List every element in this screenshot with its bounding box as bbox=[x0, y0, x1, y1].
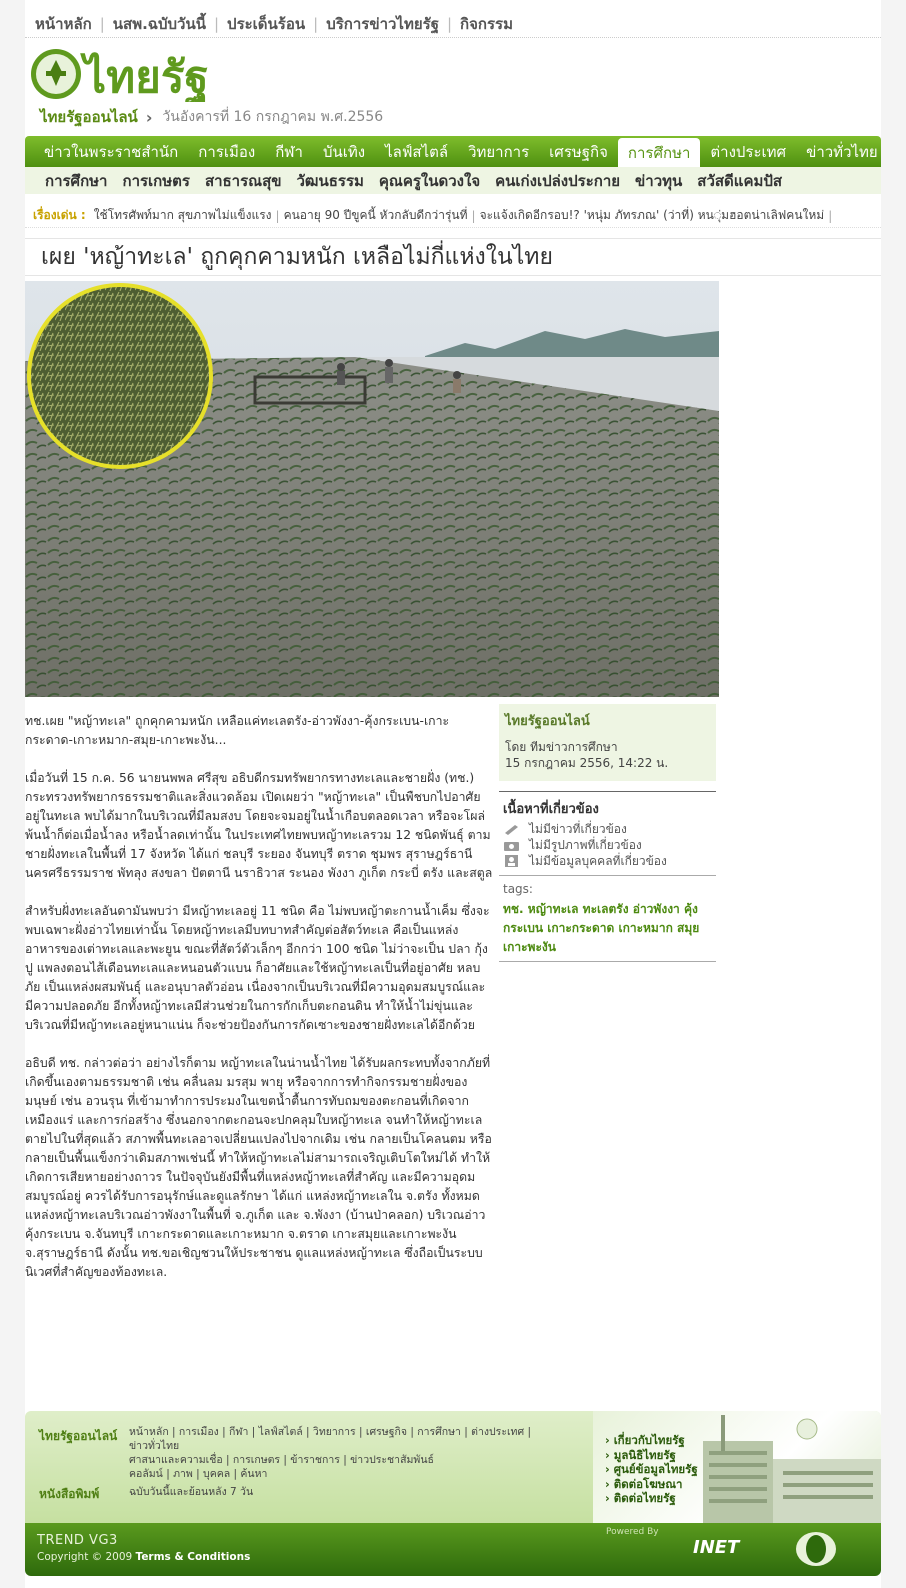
footer-menu-foundation[interactable]: › มูลนิธิไทยรัฐ bbox=[605, 1447, 676, 1462]
current-date: วันอังคารที่ 16 กรกฎาคม พ.ศ.2556 bbox=[162, 109, 384, 125]
article-paragraph: เมื่อวันที่ 15 ก.ค. 56 นายนพพล ศรีสุข อธิบดีกรมทรัพยากรทางทะเลและชายฝั่ง (ทช.) กระทรวงทรัพยากรธรรมชาติและสิ่งแวดล้อม เปิดเผยว่า "หญ้าทะเล" เป็นพืชบกไปอาศัยอยู่ในทะเล พบได้มากในบริเวณที่มีลมสงบ โดยจะจมอยู่ในน้ำเกือบตลอดเวลา หรือจะโผล่พ้นน้ำก็ต่อเมื่อน้ำลง หรือน้ำลดเท่านั้น ในประเทศไทยพบหญ้าทะเลรวม 12 ชนิดพันธุ์ ตามชายฝั่งทะเลในพื้นที่ 17 จังหวัด ได้แก่ ชลบุรี ระยอง จันทบุรี ตราด ชุมพร สุราษฎร์ธานี นครศรีธรรมราช พัทลุง สงขลา ปัตตานี นราธิวาส ระนอง พังงา ภูเก็ต กระบี่ ตรัง และสตูล bbox=[25, 771, 493, 880]
article-lead: ทช.เผย "หญ้าทะเล" ถูกคุกคามหนัก เหลือแค่ทะเลตรัง-อ่าวพังงา-คุ้งกระเบน-เกาะกระดาด-เกาะหมาก-สมุย-เกาะพะงัน... bbox=[25, 714, 450, 747]
footer-links-row[interactable]: ศาสนาและความเชื่อ | การเกษตร | ข้าราชการ | ข่าวประชาสัมพันธ์ bbox=[129, 1454, 434, 1466]
tags-section bbox=[499, 876, 716, 962]
article-paragraph: อธิบดี ทช. กล่าวต่อว่า อย่างไรก็ตาม หญ้าทะเลในน่านน้ำไทย ได้รับผลกระทบทั้งจากภัยที่เกิดขึ้นเองตามธรรมชาติ เช่น คลื่นลม มรสุม พายุ หรือจากการทำกิจกรรมชายฝั่งของมนุษย์ เช่น อวนรุน ที่เข้ามาทำการประมงในเขตน้ำตื้นการทับถมของตะกอนที่เกิดจากเหมืองแร่ และการก่อสร้าง ซึ่งนอกจากตะกอนจะปกคลุมใบหญ้าทะเล จนทำให้หญ้าทะเลตายไปในที่สุดแล้ว สภาพพื้นทะเลอาจเปลี่ยนแปลงไปจากเดิม เช่น กลายเป็นโคลนตม หรือกลายเป็นพื้นแข็งกว่าเดิมสภาพเช่นนี้ ทำให้หญ้าทะเลไม่สามารถเจริญเติบโตใหม่ได้ ทำให้เกิดการเสียหายอย่างถาวร ในปัจจุบันยังมีพื้นที่แหล่งหญ้าทะเลที่สำคัญ และมีความอุดมสมบูรณ์อยู่ ควรได้รับการอนุรักษ์และดูแลรักษา ได้แก่ แหล่งหญ้าทะเลใน จ.ตรัง ทั้งหมด แหล่งหญ้าทะเลบริเวณอ่าวพังงาในพื้นที่ จ.ภูเก็ต และ จ.พังงา (บ้านป่าคลอก) บริเวณอ่าวคุ้งกระเบน จ.จันทบุรี เกาะกระดาดและเกาะหมาก จ.ตราด เกาะสมุยและเกาะพะงัน จ.สุราษฎร์ธานี ดังนั้น ทช.ขอเชิญชวนให้ประชาชน ดูแลแหล่งหญ้าทะเล ซึ่งถือเป็นระบบนิเวศที่สำคัญของท้องทะเล. bbox=[25, 1056, 492, 1279]
article-body bbox=[25, 712, 493, 1301]
copyright-text: Copyright © 2009 bbox=[37, 1551, 133, 1563]
footer-menu-advertise[interactable]: › ติดต่อโฆษณา bbox=[605, 1476, 683, 1491]
sub-nav bbox=[25, 167, 881, 194]
article-title: เผย 'หญ้าทะเล' ถูกคุกคามหนัก เหลือไม่กี่แห่งในไทย bbox=[25, 238, 881, 276]
toplink-today-paper[interactable]: นสพ.ฉบับวันนี้ bbox=[112, 14, 206, 33]
toplink-news-services[interactable]: บริการข่าวไทยรัฐ bbox=[326, 14, 439, 33]
byline-box bbox=[499, 704, 716, 781]
related-people-label: ไม่มีข้อมูลบุคคลที่เกี่ยวข้อง bbox=[529, 853, 667, 868]
site-footer bbox=[25, 1411, 881, 1576]
publish-datetime: 15 กรกฎาคม 2556, 14:22 น. bbox=[505, 756, 669, 770]
main-nav bbox=[25, 136, 881, 167]
tag-links[interactable]: ทช. หญ้าทะเล ทะเลตรัง อ่าวพังงา คุ้งกระเบน เกาะกระดาด เกาะหมาก สมุย เกาะพะงัน bbox=[503, 902, 700, 954]
footer-brand: TREND VG3 bbox=[37, 1533, 118, 1548]
nav-lifestyle[interactable]: ไลฟ์สไตล์ bbox=[385, 142, 449, 161]
nav-international[interactable]: ต่างประเทศ bbox=[710, 142, 787, 161]
subnav-public-health[interactable]: สาธารณสุข bbox=[204, 171, 282, 190]
ticker-label: เรื่องเด่น : bbox=[33, 208, 86, 222]
svg-text:ไทยรัฐ: ไทยรัฐ bbox=[84, 52, 209, 102]
footer-about-menu bbox=[605, 1433, 698, 1506]
subnav-education[interactable]: การศึกษา bbox=[45, 171, 108, 190]
emblem-icon bbox=[791, 1529, 841, 1569]
footer-about-panel bbox=[593, 1411, 881, 1523]
headline-ticker bbox=[25, 204, 881, 228]
footer-bar bbox=[25, 1523, 881, 1576]
related-news-label: ไม่มีข่าวที่เกี่ยวข้อง bbox=[529, 821, 627, 836]
subnav-talented-people[interactable]: คนเก่งเปล่งประกาย bbox=[495, 171, 621, 190]
footer-label-newspaper: หนังสือพิมพ์ bbox=[39, 1487, 100, 1501]
related-title: เนื้อหาที่เกี่ยวข้อง bbox=[503, 802, 599, 817]
subnav-campus[interactable]: สวัสดีแคมปัส bbox=[697, 171, 783, 190]
person-icon bbox=[503, 855, 521, 867]
pencil-icon bbox=[503, 823, 521, 835]
nav-science[interactable]: วิทยาการ bbox=[468, 142, 530, 161]
subnav-culture[interactable]: วัฒนธรรม bbox=[296, 171, 364, 190]
chevron-right-icon: › bbox=[145, 107, 153, 127]
footer-menu-info-center[interactable]: › ศูนย์ข้อมูลไทยรัฐ bbox=[605, 1462, 698, 1476]
site-logo[interactable] bbox=[28, 46, 218, 102]
divider: | bbox=[828, 208, 833, 223]
divider: | bbox=[313, 14, 319, 33]
nav-regional[interactable]: ข่าวทั่วไทย bbox=[806, 142, 878, 161]
footer-menu-contact[interactable]: › ติดต่อไทยรัฐ bbox=[605, 1491, 676, 1505]
footer-links-row[interactable]: คอลัมน์ | ภาพ | บุคคล | ค้นหา bbox=[129, 1468, 268, 1480]
divider: | bbox=[275, 208, 280, 223]
top-links bbox=[25, 10, 881, 38]
source-name: ไทยรัฐออนไลน์ bbox=[505, 714, 590, 729]
nav-education[interactable]: การศึกษา bbox=[618, 138, 700, 167]
terms-link[interactable]: Terms & Conditions bbox=[135, 1551, 251, 1563]
breadcrumb bbox=[40, 106, 383, 128]
inet-logo[interactable]: INET bbox=[693, 1537, 740, 1558]
divider: | bbox=[446, 14, 453, 33]
powered-by-label: Powered By bbox=[606, 1527, 659, 1537]
footer-newspaper-link[interactable]: ฉบับวันนี้และย้อนหลัง 7 วัน bbox=[129, 1486, 254, 1498]
ticker-item[interactable]: จะแจ้งเกิดอีกรอบ!? 'หนุ่ม ภัทรภณ' (ว่าที่) หน◌ุ่มฮอตน่าเลิฟคนใหม่ bbox=[479, 208, 825, 222]
nav-politics[interactable]: การเมือง bbox=[198, 142, 256, 161]
toplink-activities[interactable]: กิจกรรม bbox=[460, 14, 514, 33]
footer-links-row[interactable]: หน้าหลัก | การเมือง | กีฬา | ไลฟ์สไตล์ | วิทยาการ | เศรษฐกิจ | การศึกษา | ต่างประเทศ | ข่าวทั่วไทย bbox=[129, 1426, 532, 1452]
nav-economy[interactable]: เศรษฐกิจ bbox=[549, 142, 608, 161]
article-paragraph: สำหรับฝั่งทะเลอันดามันพบว่า มีหญ้าทะเลอยู่ 11 ชนิด คือ ไม่พบหญ้าตะกานน้ำเค็ม ซึ่งจะพบเฉพาะฝั่งอ่าวไทยเท่านั้น โดยหญ้าทะเลมีบทบาทสำคัญต่อสัตว์ทะเล คือเป็นแหล่งอาหารของเต่าทะเลและพะยูน ขณะที่สัตว์ตัวเล็กๆ อีกกว่า 100 ชนิด ไม่ว่าจะเป็น ปลา กุ้ง ปู แพลงตอนไส้เดือนทะเลและหนอนตัวแบน ก็อาศัยและใช้หญ้าทะเลเป็นที่อยู่อาศัย หลบภัย เป็นแหล่งผสมพันธุ์ และอนุบาลตัวอ่อน เนื่องจากเป็นบริเวณที่มีความอุดมสมบูรณ์และมีความปลอดภัย อีกทั้งหญ้าทะเลมีส่วนช่วยในการกักเก็บตะกอนดิน ทำให้น้ำไม่ขุ่นและบริเวณที่มีหญ้าทะเลอยู่หนาแน่น ก็จะช่วยป้องกันการกัดเซาะของชายฝั่งทะเลได้อีกด้วย bbox=[25, 904, 490, 1032]
related-content bbox=[499, 791, 716, 876]
article-sidebar bbox=[499, 704, 716, 962]
divider: | bbox=[99, 14, 105, 33]
article-photo bbox=[25, 281, 719, 697]
footer-menu-about[interactable]: › เกี่ยวกับไทยรัฐ bbox=[605, 1433, 685, 1447]
subnav-beloved-teacher[interactable]: คุณครูในดวงใจ bbox=[378, 171, 481, 190]
related-photos-label: ไม่มีรูปภาพที่เกี่ยวข้อง bbox=[529, 837, 642, 852]
footer-label-site: ไทยรัฐออนไลน์ bbox=[39, 1429, 118, 1443]
nav-entertainment[interactable]: บันเทิง bbox=[322, 142, 366, 161]
subnav-agriculture[interactable]: การเกษตร bbox=[122, 171, 190, 190]
tags-label: tags: bbox=[503, 882, 533, 896]
subnav-scholarships[interactable]: ข่าวทุน bbox=[635, 171, 683, 190]
breadcrumb-site[interactable]: ไทยรัฐออนไลน์ bbox=[40, 108, 138, 126]
nav-sports[interactable]: กีฬา bbox=[275, 142, 303, 161]
divider: | bbox=[471, 208, 476, 223]
ticker-item[interactable]: ใช้โทรศัพท์มาก สุขภาพไม่แข็งแรง bbox=[93, 208, 272, 222]
toplink-home[interactable]: หน้าหลัก bbox=[35, 14, 92, 33]
page bbox=[25, 0, 881, 1588]
camera-icon bbox=[503, 839, 521, 851]
footer-site-links bbox=[129, 1425, 549, 1481]
nav-royal-news[interactable]: ข่าวในพระราชสำนัก bbox=[44, 142, 179, 161]
toplink-hot-topics[interactable]: ประเด็นร้อน bbox=[227, 14, 306, 33]
ticker-item[interactable]: คนอายุ 90 ปีขูคนี้ หัวกลับดีกว่ารุ่นที่ bbox=[283, 208, 468, 222]
related-people bbox=[503, 853, 712, 869]
copyright bbox=[37, 1551, 250, 1563]
byline: โดย ทีมข่าวการศึกษา bbox=[505, 740, 618, 754]
divider: | bbox=[213, 14, 220, 33]
